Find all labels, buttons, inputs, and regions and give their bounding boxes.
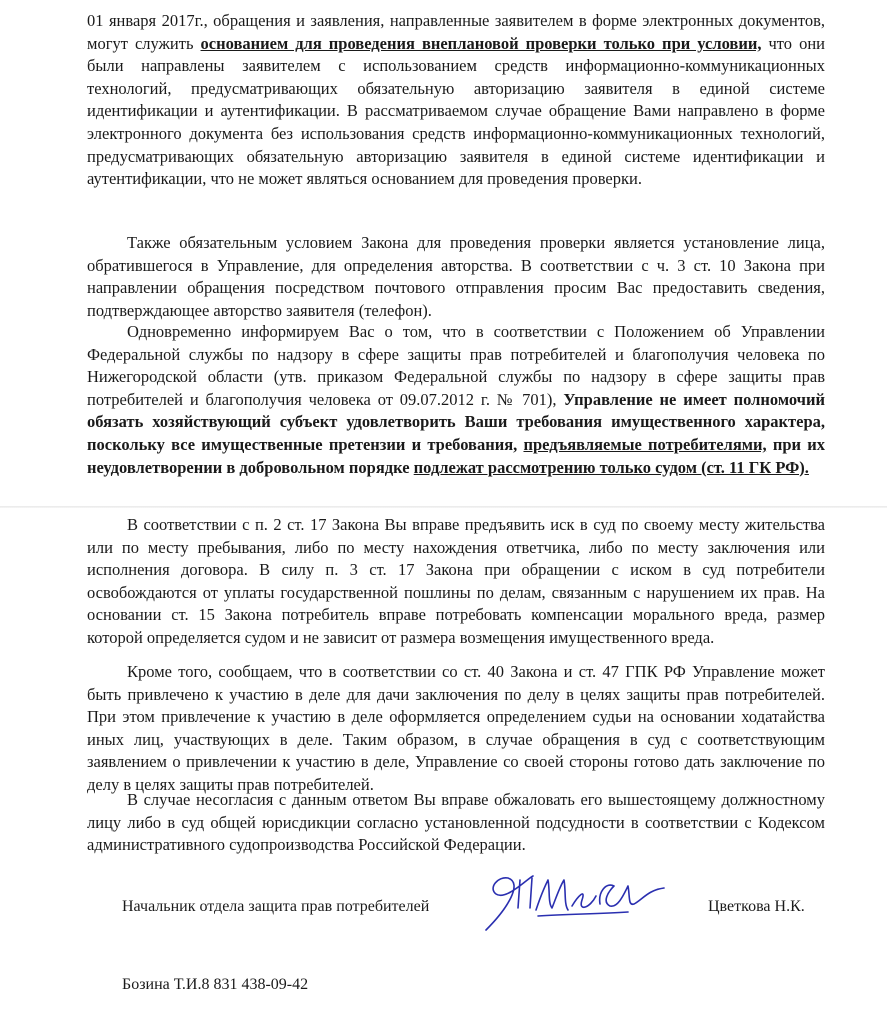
executor-contact: Бозина Т.И.8 831 438-09-42 (122, 976, 309, 993)
p1-text-end: что они были направлены заявителем с использованием средств информационно-коммуникационных технологий, предусматривающих обязательную авторизацию заявителя в единой системе идентификации и аутентификации. В рассматриваемом случае обращение Вами направлено в форме электронного документа без использования средств информационно-коммуникационных технологий, предусматривающих обязательную авторизацию заявителя в единой системе идентификации и аутентификации, что не может являться основанием для проведения проверки. (87, 33, 825, 189)
p3-bold-statement: Управление не имеет полномочий обязать хозяйствующий субъект удовлетворить Ваши требования имущественного характера, поскольку все имущественные претензии и требования, (87, 389, 826, 454)
scan-fold-line (0, 506, 887, 508)
paragraph-authority-limits (87, 321, 825, 479)
paragraph-participation (87, 661, 825, 797)
signatory-title: Начальник отдела защита прав потребителей (122, 898, 430, 915)
paragraph-authorship (87, 232, 825, 322)
paragraph-lawsuit-rights (87, 514, 825, 650)
handwritten-signature (478, 868, 668, 938)
p4-text: В соответствии с п. 2 ст. 17 Закона Вы вправе предъявить иск в суд по своему месту жительства или по месту пребывания, либо по месту нахождения ответчика, либо по месту заключения или исполнения договора. В силу п. 3 ст. 17 Закона при обращении с иском в суд потребители освобождаются от уплаты государственной пошлины по делам, связанным с нарушением их прав. На основании ст. 15 Закона потребитель вправе потребовать компенсации морального вреда, размер которой определяется судом и не зависит от размера возмещения имущественного вреда. (87, 515, 825, 647)
paragraph-electronic-requests (87, 10, 825, 191)
p1-underlined-condition: основанием для проведения внеплановой проверки только при условии, (200, 33, 762, 53)
p3-underlined-consumers: предъявляемые потребителями, (523, 434, 767, 454)
paragraph-appeal (87, 789, 825, 857)
p2-text: Также обязательным условием Закона для проведения проверки является установление лица, обратившегося в Управление, для определения авторства. В соответствии с ч. 3 ст. 10 Закона при направлении обращения посредством почтового отправления просим Вас предоставить сведения, подтверждающее авторство заявителя (телефон). (87, 233, 825, 320)
p3-text-start: Одновременно информируем Вас о том, что в соответствии с Положением об Управлении Федеральной службы по надзору в сфере защиты прав потребителей и благополучия человека по Нижегородской области (утв. приказом Федеральной службы по надзору в сфере защиты прав потребителей и благополучия человека от 09.07.2012 г. № 701), (87, 322, 825, 409)
signatory-name: Цветкова Н.К. (708, 898, 805, 915)
p3-underlined-court: подлежат рассмотрению только судом (ст. 11 ГК РФ). (413, 457, 809, 477)
p1-text-start: 01 января 2017г., обращения и заявления, направленные заявителем в форме электронных документов, могут служить (87, 11, 825, 53)
p6-text: В случае несогласия с данным ответом Вы вправе обжаловать его вышестоящему должностному лицу либо в суд общей юрисдикции согласно установленной подсудности в соответствии с Кодексом административного судопроизводства Российской Федерации. (87, 790, 825, 855)
p3-bold-continuation: при их неудовлетворении в добровольном порядке (87, 434, 825, 477)
p5-text: Кроме того, сообщаем, что в соответствии со ст. 40 Закона и ст. 47 ГПК РФ Управление может быть привлечено к участию в деле для дачи заключения по делу в целях защиты прав потребителей. При этом привлечение к участию в деле оформляется определением судьи на основании ходатайства иных лиц, участвующих в деле. Таким образом, в случае обращения в суд с соответствующим заявлением о привлечении к участию в деле, Управление со своей стороны готово дать заключение по делу в целях защиты прав потребителей. (87, 662, 825, 794)
signature-row (0, 890, 887, 950)
